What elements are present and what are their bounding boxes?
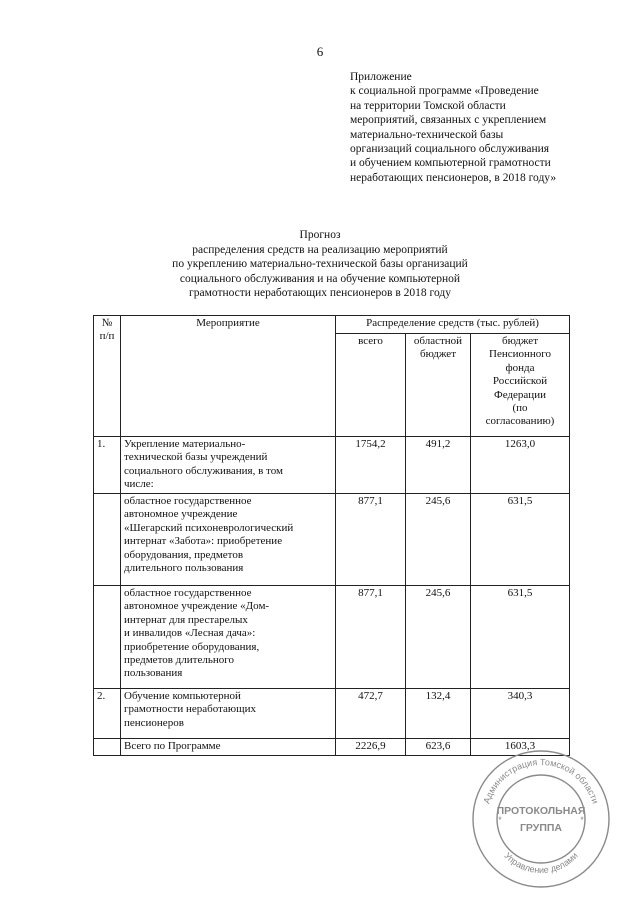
row-number	[94, 586, 121, 689]
stamp-center-line1: ПРОТОКОЛЬНАЯ	[496, 805, 586, 817]
row-regional: 245,6	[406, 494, 471, 586]
row-pfr: 1263,0	[471, 437, 570, 494]
heading-line: грамотности неработающих пенсионеров в 2018 году	[189, 287, 451, 300]
table-row	[94, 494, 570, 586]
header-number: № п/п	[94, 316, 121, 437]
row-pfr: 631,5	[471, 494, 570, 586]
stamp-ring-top: Администрация Томской области	[481, 756, 601, 805]
table-row	[94, 689, 570, 739]
page-number: 6	[316, 44, 324, 59]
heading-title: Прогноз	[299, 229, 341, 241]
row-total: 1754,2	[336, 437, 406, 494]
distribution-table	[93, 315, 570, 756]
appendix-line: и обучением компьютерной грамотности	[350, 157, 551, 170]
stamp-center-line2: ГРУППА	[519, 822, 563, 834]
row-number: 1.	[94, 437, 121, 494]
header-measure: Мероприятие	[121, 316, 336, 437]
protocol-group-stamp	[470, 748, 612, 890]
document-heading	[0, 228, 640, 301]
row-total: 877,1	[336, 494, 406, 586]
row-pfr: 1603,3	[471, 739, 570, 756]
stamp-star-icon: *	[498, 815, 502, 825]
appendix-block	[350, 70, 610, 185]
appendix-line: мероприятий, связанных с укреплением	[350, 114, 547, 127]
header-pension-fund-budget: бюджет Пенсионного фонда Российской Федерации (по согласованию)	[471, 334, 570, 437]
row-measure: областное государственное автономное учреждение «Дом- интернат для престарелых и инвалидов «Лесная дача»: приобретение оборудования, предметов длительного пользования	[121, 586, 336, 689]
heading-line: социального обслуживания и на обучение компьютерной	[179, 272, 461, 285]
row-regional: 623,6	[406, 739, 471, 756]
row-measure: областное государственное автономное учреждение «Шегарский психоневрологический интернат «Забота»: приобретение оборудования, предметов длительного пользования	[121, 494, 336, 586]
heading-line: по укреплению материально-технической базы организаций	[172, 258, 468, 271]
appendix-line: на территории Томской области	[350, 99, 506, 112]
row-measure: Обучение компьютерной грамотности неработающих пенсионеров	[121, 689, 336, 739]
appendix-line: к социальной программе «Проведение	[350, 85, 539, 98]
row-number	[94, 739, 121, 756]
appendix-line: материально-технической базы	[350, 128, 504, 141]
header-regional-budget: областной бюджет	[406, 334, 471, 437]
row-total: 877,1	[336, 586, 406, 689]
row-number	[94, 494, 121, 586]
stamp-star-icon: *	[580, 815, 584, 825]
row-total: 2226,9	[336, 739, 406, 756]
table-row	[94, 586, 570, 689]
row-measure: Всего по Программе	[121, 739, 336, 756]
row-regional: 132,4	[406, 689, 471, 739]
header-total: всего	[336, 334, 406, 437]
appendix-line: Приложение	[350, 71, 412, 83]
row-pfr: 631,5	[471, 586, 570, 689]
row-total: 472,7	[336, 689, 406, 739]
stamp-inner-ring	[497, 775, 585, 863]
header-distribution: Распределение средств (тыс. рублей)	[336, 316, 570, 334]
row-number: 2.	[94, 689, 121, 739]
stamp-ring-bottom: Управление делами	[502, 850, 580, 876]
appendix-line: организаций социального обслуживания	[350, 143, 550, 156]
row-regional: 491,2	[406, 437, 471, 494]
row-pfr: 340,3	[471, 689, 570, 739]
row-measure: Укрепление материально- технической базы учреждений социального обслуживания, в том числе:	[121, 437, 336, 494]
table-row	[94, 437, 570, 494]
heading-line: распределения средств на реализацию мероприятий	[192, 243, 448, 256]
row-regional: 245,6	[406, 586, 471, 689]
appendix-line: неработающих пенсионеров, в 2018 году»	[350, 171, 557, 184]
